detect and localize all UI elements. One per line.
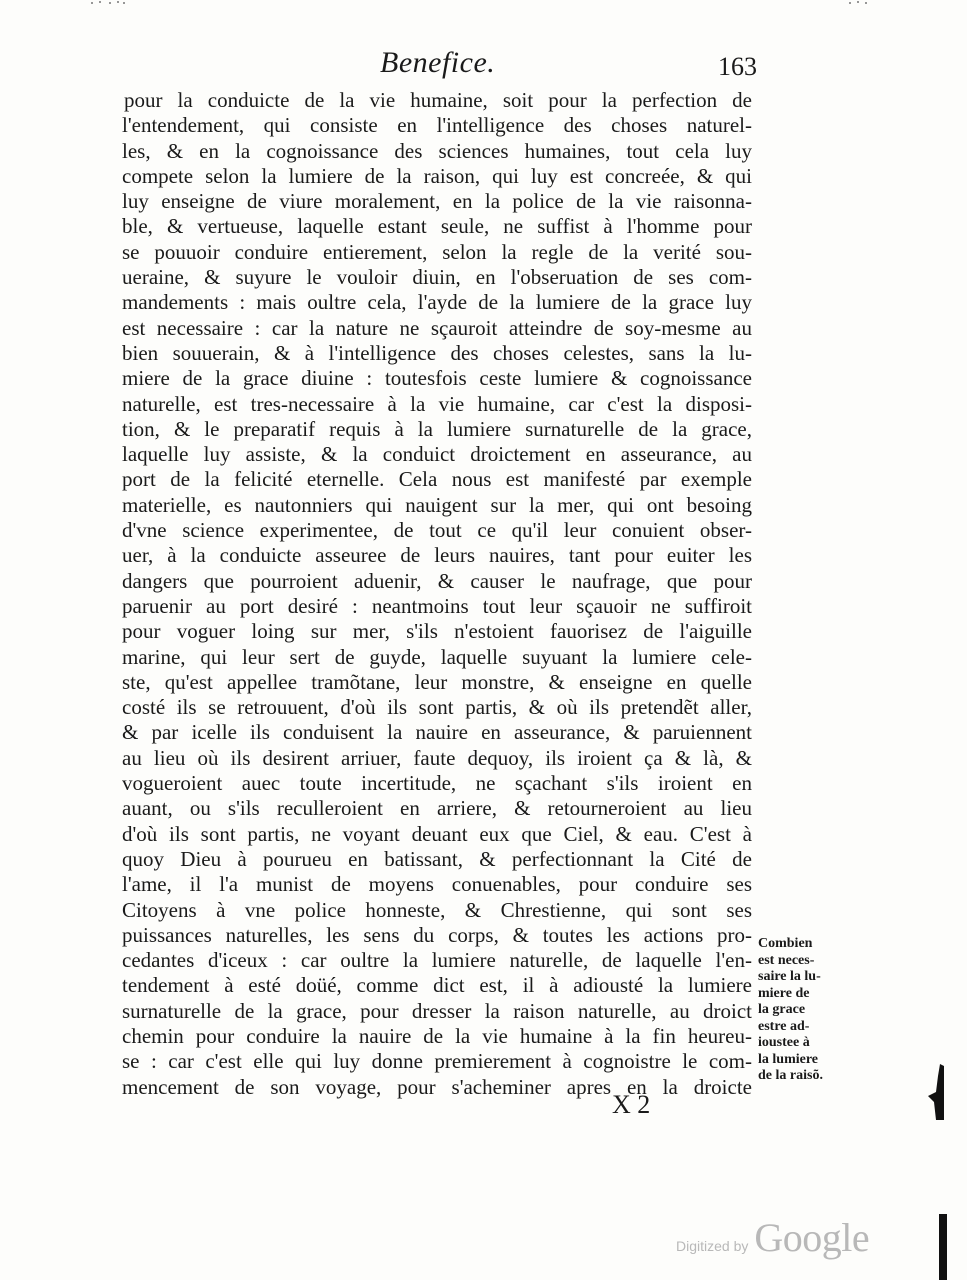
text-line: surnaturelle de la grace, pour dresser la raison naturelle, au droict	[122, 998, 752, 1023]
text-line: mandements : mais oultre cela, l'ayde de la lumiere de la grace luy	[122, 290, 752, 315]
text-line: naturelle, est tres-necessaire à la vie humaine, car c'est la disposi-	[122, 391, 752, 416]
text-line: pour voguer loing sur mer, s'ils n'estoient fauorisez de l'aiguille	[122, 619, 752, 644]
margin-note-line: la grace	[758, 1002, 806, 1017]
margin-note-line: la lumiere	[758, 1051, 819, 1067]
text-line: compete selon la lumiere de la raison, qui luy est concreée, & qui	[122, 163, 752, 188]
google-logo: Google	[754, 1215, 870, 1260]
text-line: vogueroient auec toute incertitude, ne sçachant s'ils iroient en	[122, 771, 752, 796]
text-line: au lieu où ils desirent arriuer, faute dequoy, ils iroient ça & là, &	[122, 745, 752, 770]
text-line: uer, à la conduicte asseuree de leurs nauires, tant pour euiter les	[122, 543, 752, 568]
margin-note-line: saire la lu-	[758, 969, 821, 984]
page-edge-shadow	[937, 1214, 949, 1284]
text-line: quoy Dieu à pourueu en batissant, & perfectionnant la Cité de	[122, 846, 752, 871]
text-line: luy enseigne de viure moralement, en la police de la vie raisonna-	[122, 189, 752, 214]
text-line: costé ils se retrouuent, d'où ils sont partis, & où ils pretendẽt aller,	[122, 695, 752, 720]
text-line: bien souuerain, & à l'intelligence des choses celestes, sans la lu-	[122, 340, 752, 365]
text-line: auant, ou s'ils reculleroient en arriere, & retourneroient au lieu	[122, 796, 752, 821]
margin-note-line: est neces-	[758, 952, 815, 968]
text-line: paruenir au port desiré : neantmoins tout leur sçauoir ne suffiroit	[122, 593, 752, 618]
text-line: mencement de son voyage, pour s'acheminer apres en la droicte	[122, 1074, 752, 1099]
text-line: ste, qu'est appellee tramõtane, leur monstre, & enseigne en quelle	[122, 669, 752, 694]
margin-note-line: Combien	[758, 936, 813, 951]
text-line: se : car c'est elle qui luy donne premierement à cognoistre le com-	[122, 1049, 752, 1074]
text-line: d'vne science experimentee, de tout ce qu'il leur conuient obser-	[122, 518, 752, 543]
text-line: chemin pour conduire la nauire de la vie humaine à la fin heureu-	[122, 1023, 752, 1048]
margin-note	[758, 936, 838, 1085]
text-line: marine, qui leur sert de guyde, laquelle suyuant la lumiere cele-	[122, 644, 752, 669]
text-line: l'entendement, qui consiste en l'intelligence des choses naturel-	[122, 113, 752, 138]
text-line: laquelle luy assiste, & la conduict droictement en asseurance, au	[122, 442, 752, 467]
ink-blot-mark	[926, 1062, 946, 1126]
margin-note-line: miere de	[758, 985, 810, 1001]
text-line: d'où ils sont partis, ne voyant deuant eux que Ciel, & eau. C'est à	[122, 821, 752, 846]
margin-note-line: de la raisõ.	[758, 1068, 823, 1083]
digitized-watermark	[676, 1214, 869, 1261]
text-line: dangers que pourroient aduenir, & causer le naufrage, que pour	[122, 568, 752, 593]
text-line: ble, & vertueuse, laquelle estant seule, ne suffist à l'homme pour	[122, 214, 752, 239]
page-number: 163	[718, 52, 757, 81]
running-head: Benefice.	[380, 46, 496, 79]
body-text	[122, 88, 752, 1100]
text-line: miere de la grace diuine : toutesfois ceste lumiere & cognoissance	[122, 366, 752, 391]
text-line: l'ame, il l'a munist de moyens conuenables, pour conduire ses	[122, 872, 752, 897]
text-line: ueraine, & suyure le vouloir diuin, en l'obseruation de ses com-	[122, 265, 752, 290]
text-line: materielle, es nautonniers qui nauigent sur la mer, qui ont besoing	[122, 492, 752, 517]
watermark-prefix: Digitized by	[676, 1238, 749, 1254]
signature-mark: X 2	[612, 1090, 651, 1119]
text-line: cedantes d'iceux : car oultre la lumiere naturelle, de laquelle l'en-	[122, 948, 752, 973]
text-line: puissances naturelles, les sens du corps, & toutes les actions pro-	[122, 922, 752, 947]
margin-note-line: estre ad-	[758, 1018, 810, 1034]
text-line: port de la felicité eternelle. Cela nous est manifesté par exemple	[122, 467, 752, 492]
margin-note-line: ioustee à	[758, 1035, 810, 1050]
text-line: Citoyens à vne police honneste, & Chrestienne, qui sont ses	[122, 897, 752, 922]
text-line: & par icelle ils conduisent la nauire en asseurance, & paruiennent	[122, 720, 752, 745]
text-line: se pouuoir conduire entierement, selon la regle de la verité sou-	[122, 239, 752, 264]
text-line: pour la conduicte de la vie humaine, soit pour la perfection de	[124, 88, 752, 112]
text-line: les, & en la cognoissance des sciences humaines, tout cela luy	[122, 138, 752, 163]
text-line: tendement à esté doüé, comme dict est, il à adiousté la lumiere	[122, 973, 752, 998]
top-edge-specks	[0, 0, 967, 6]
text-line: tion, & le preparatif requis à la lumiere surnaturelle de la grace,	[122, 416, 752, 441]
text-line: est necessaire : car la nature ne sçauroit atteindre de soy-mesme au	[122, 315, 752, 340]
